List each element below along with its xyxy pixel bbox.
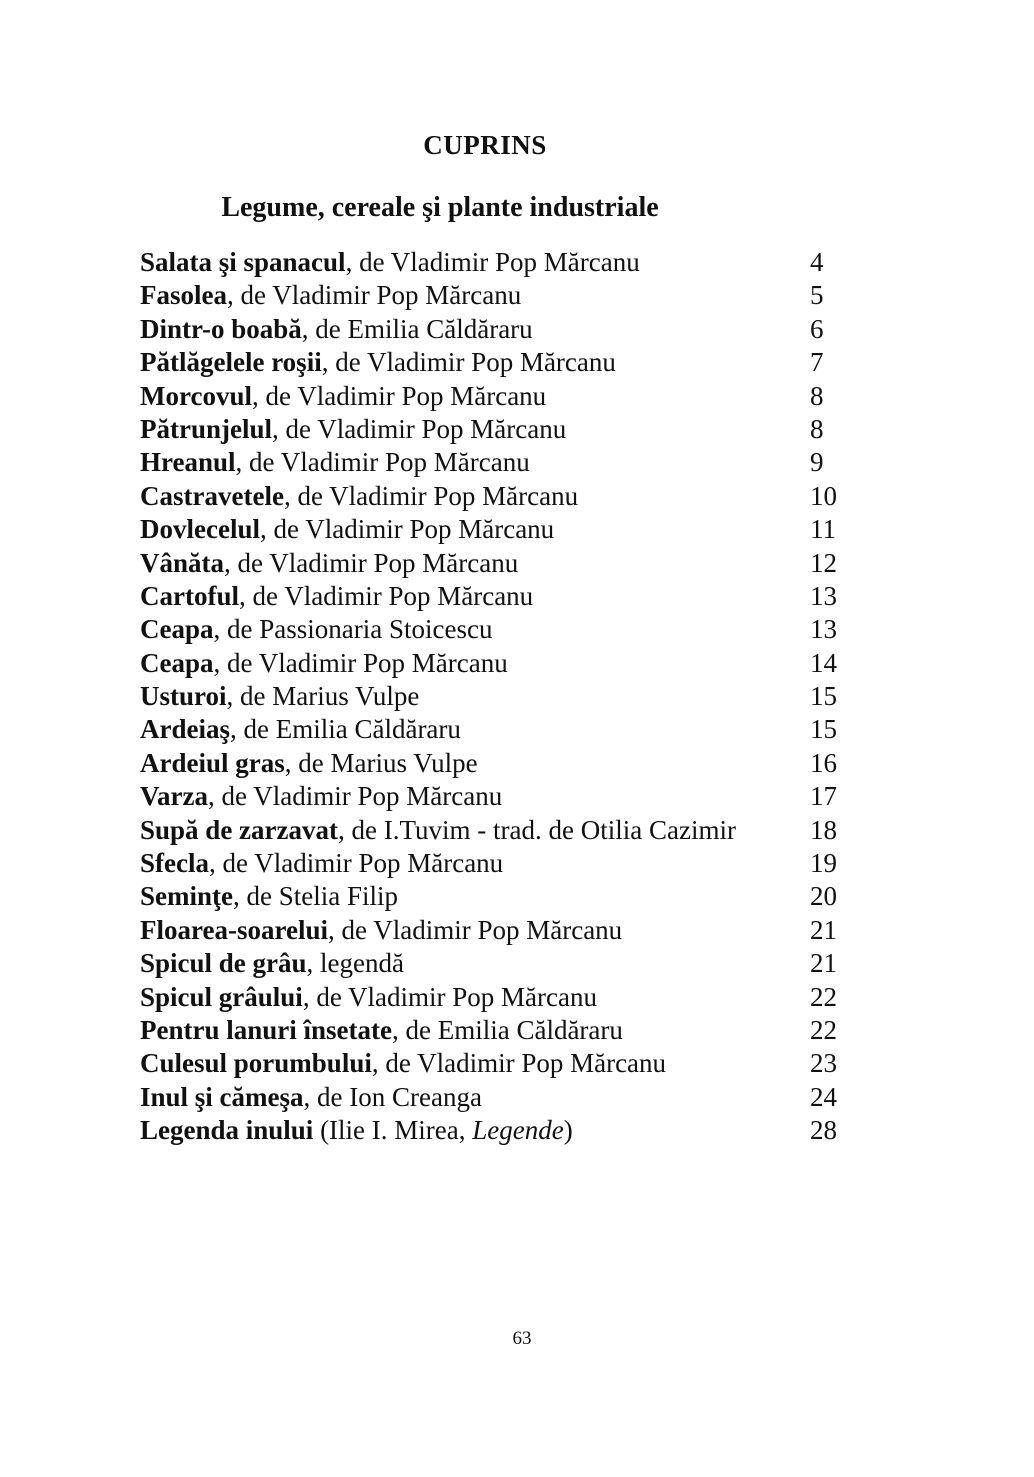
- entry-author: , legendă: [306, 948, 404, 979]
- toc-entry: [140, 1047, 860, 1080]
- entry-page-number: 8: [810, 380, 824, 411]
- entry-title: Ceapa: [140, 614, 214, 645]
- toc-entry: [140, 981, 860, 1014]
- entry-author: (Ilie I. Mirea,: [313, 1115, 473, 1146]
- entry-author: , de Vladimir Pop Mărcanu: [213, 647, 508, 678]
- entry-author: , de Marius Vulpe: [284, 747, 478, 778]
- entry-title: Morcovul: [140, 380, 252, 411]
- entry-author: , de Vladimir Pop Mărcanu: [259, 514, 555, 545]
- toc-entry: [140, 1114, 860, 1147]
- entry-author: , de Vladimir Pop Mărcanu: [227, 280, 522, 311]
- toc-entry: [140, 613, 860, 646]
- entry-title: Hreanul: [140, 447, 236, 478]
- entry-page-number: 17: [810, 781, 837, 812]
- entry-page-number: 28: [810, 1115, 837, 1146]
- entry-title: Fasolea: [140, 280, 227, 311]
- entry-title: Floarea-soarelui: [140, 914, 328, 945]
- entry-page-number: 4: [810, 247, 824, 277]
- entry-page-number: 11: [810, 514, 836, 545]
- entry-title: Ceapa: [140, 647, 214, 678]
- toc-entry: [140, 547, 860, 580]
- toc-entry: [140, 947, 860, 980]
- entry-title: Pătlăgelele roşii: [140, 347, 322, 378]
- entry-page-number: 22: [810, 1014, 837, 1045]
- entry-page-number: 22: [810, 981, 837, 1012]
- entry-page-number: 9: [810, 447, 824, 478]
- entry-title: Vânăta: [140, 547, 225, 578]
- entry-title: Dintr-o boabă: [140, 313, 302, 344]
- entry-page-number: 15: [810, 681, 837, 712]
- toc-entry: [140, 1081, 860, 1114]
- entry-page-number: 15: [810, 714, 837, 745]
- entry-author: , de Vladimir Pop Mărcanu: [283, 480, 579, 511]
- entry-author: , de Vladimir Pop Mărcanu: [327, 914, 623, 945]
- entry-title: Dovlecelul: [140, 514, 260, 545]
- toc-entry: [140, 880, 860, 913]
- entry-page-number: 13: [810, 580, 837, 611]
- toc-entry: [140, 713, 860, 746]
- entry-title: Castravetele: [140, 480, 284, 511]
- entry-source-italic: Legende: [472, 1115, 564, 1146]
- entry-source-close: ): [563, 1115, 573, 1146]
- entry-title: Usturoi: [140, 681, 227, 712]
- toc-entry: [140, 279, 860, 312]
- entry-title: Spicul de grâu: [140, 948, 307, 979]
- entry-page-number: 6: [810, 313, 824, 344]
- toc-entry: [140, 680, 860, 713]
- toc-entry: [140, 1014, 860, 1047]
- entry-author: , de Vladimir Pop Mărcanu: [208, 848, 504, 879]
- entry-author: , de Passionaria Stoicescu: [213, 614, 493, 645]
- toc-entry: [140, 580, 860, 613]
- entry-author: , de Vladimir Pop Mărcanu: [235, 447, 530, 478]
- entry-author: , de Vladimir Pop Mărcanu: [371, 1048, 667, 1079]
- entry-page-number: 21: [810, 914, 837, 945]
- toc-entry: [140, 480, 860, 513]
- entry-title: Cartoful: [140, 580, 239, 611]
- entry-author: , de Vladimir Pop Mărcanu: [345, 247, 640, 277]
- toc-entry: [140, 780, 860, 813]
- entry-author: , de Vladimir Pop Mărcanu: [224, 547, 519, 578]
- entry-title: Legenda inului: [140, 1115, 314, 1146]
- entry-author: , de Vladimir Pop Mărcanu: [251, 380, 547, 411]
- toc-entry: [140, 313, 860, 346]
- entry-author: , de Stelia Filip: [232, 881, 398, 912]
- entry-author: , de Vladimir Pop Mărcanu: [272, 413, 567, 444]
- entry-title: Inul şi cămeşa: [140, 1081, 304, 1112]
- entry-author: , de Vladimir Pop Mărcanu: [208, 781, 503, 812]
- entry-title: Spicul grâului: [140, 981, 303, 1012]
- page-number: 63: [512, 1328, 532, 1349]
- toc-entry: [140, 814, 860, 847]
- entry-page-number: 14: [810, 647, 837, 678]
- toc-entry: [140, 346, 860, 379]
- table-of-contents: [140, 246, 860, 1148]
- entry-author: , de Emilia Căldăraru: [301, 313, 533, 344]
- entry-title: Sfecla: [140, 848, 209, 879]
- entry-title: Ardeiaş: [140, 714, 230, 745]
- entry-page-number: 19: [810, 848, 837, 879]
- toc-entry: [140, 413, 860, 446]
- entry-title: Culesul porumbului: [140, 1048, 372, 1079]
- entry-author: , de Emilia Căldăraru: [230, 714, 461, 745]
- entry-page-number: 10: [810, 480, 837, 511]
- entry-page-number: 16: [810, 747, 837, 778]
- page-title: CUPRINS: [423, 130, 547, 160]
- toc-entry: [140, 246, 860, 279]
- entry-page-number: 8: [810, 413, 824, 444]
- section-title: Legume, cereale şi plante industriale: [221, 192, 659, 223]
- entry-title: Salata şi spanacul: [140, 247, 346, 277]
- entry-page-number: 18: [810, 814, 837, 845]
- entry-author: , de Marius Vulpe: [226, 681, 420, 712]
- entry-author: , de Vladimir Pop Mărcanu: [238, 580, 534, 611]
- entry-author: , de Emilia Căldăraru: [391, 1014, 623, 1045]
- entry-title: Pentru lanuri însetate: [140, 1014, 392, 1045]
- entry-page-number: 23: [810, 1048, 837, 1079]
- toc-entry: [140, 513, 860, 546]
- toc-entry: [140, 747, 860, 780]
- entry-author: , de Vladimir Pop Mărcanu: [321, 347, 616, 378]
- entry-page-number: 20: [810, 881, 837, 912]
- toc-entry: [140, 380, 860, 413]
- entry-page-number: 21: [810, 948, 837, 979]
- entry-title: Supă de zarzavat: [140, 814, 338, 845]
- entry-author: , de I.Tuvim - trad. de Otilia Cazimir: [338, 814, 736, 845]
- entry-title: Ardeiul gras: [140, 747, 285, 778]
- entry-page-number: 7: [810, 347, 824, 378]
- toc-entry: [140, 847, 860, 880]
- entry-title: Pătrunjelul: [140, 413, 272, 444]
- entry-title: Seminţe: [140, 881, 233, 912]
- entry-author: , de Vladimir Pop Mărcanu: [302, 981, 598, 1012]
- entry-page-number: 5: [810, 280, 824, 311]
- entry-author: , de Ion Creanga: [303, 1081, 482, 1112]
- entry-page-number: 13: [810, 614, 837, 645]
- toc-entry: [140, 914, 860, 947]
- toc-entry: [140, 647, 860, 680]
- entry-page-number: 12: [810, 547, 837, 578]
- toc-entry: [140, 446, 860, 479]
- entry-page-number: 24: [810, 1081, 837, 1112]
- entry-title: Varza: [140, 781, 208, 812]
